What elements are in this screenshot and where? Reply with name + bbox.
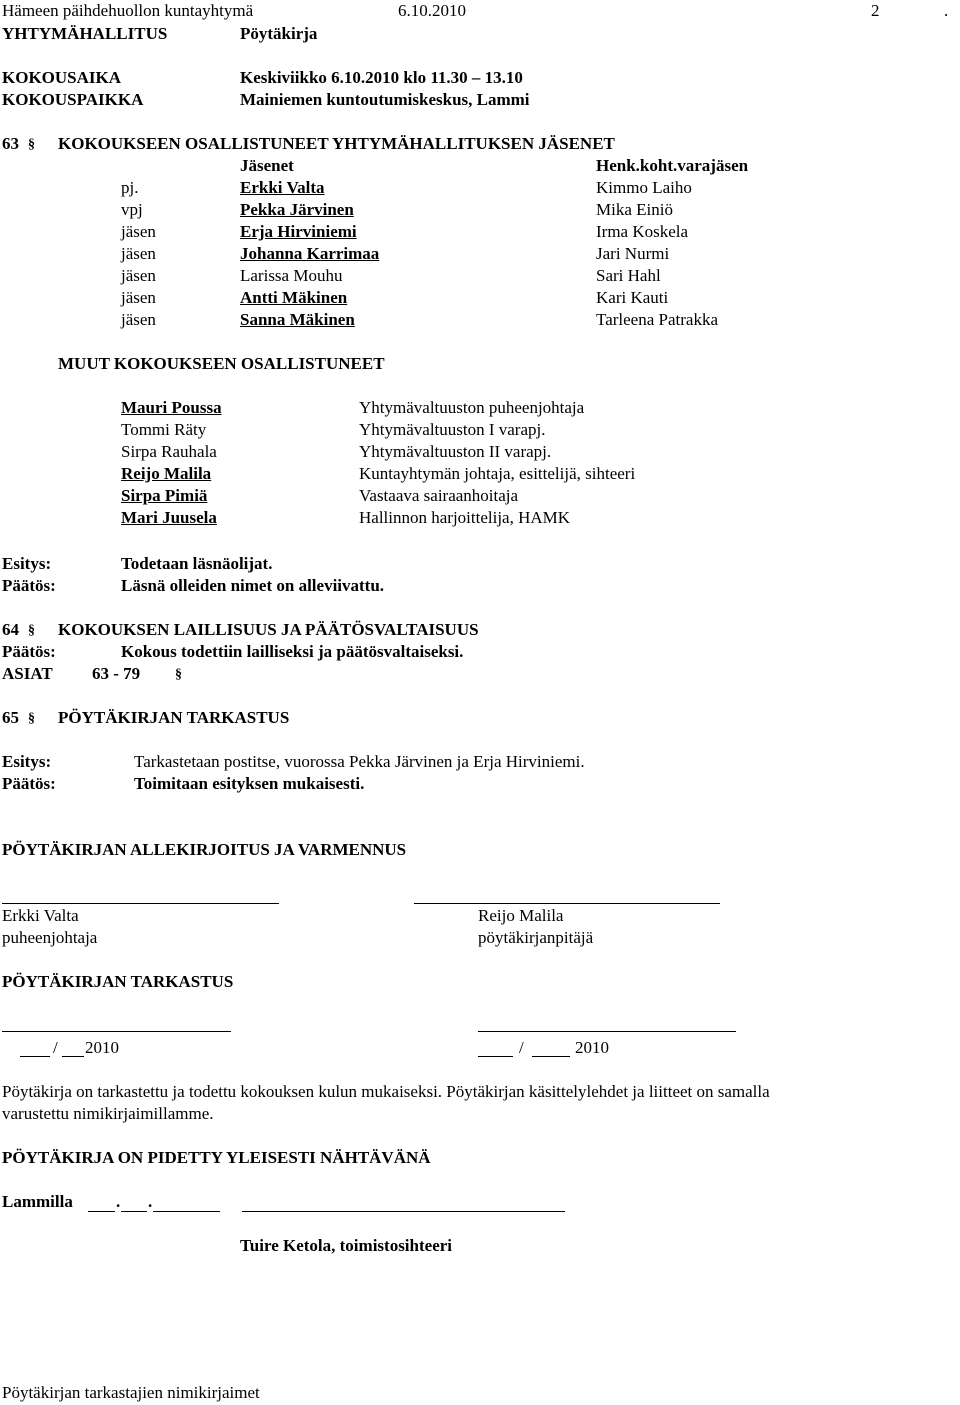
sec65-number: 65 bbox=[2, 708, 19, 727]
header-doc-type: Pöytäkirja bbox=[240, 24, 318, 43]
date-blank bbox=[153, 1211, 220, 1212]
sec64-number: 64 bbox=[2, 620, 19, 639]
member-role: pj. bbox=[121, 178, 139, 197]
member-deputy: Kimmo Laiho bbox=[596, 178, 692, 197]
review-statement-line2: varustettu nimikirjaimillamme. bbox=[2, 1104, 214, 1123]
other-role: Kuntayhtymän johtaja, esittelijä, sihteeri bbox=[359, 464, 636, 483]
signature-line bbox=[2, 903, 279, 904]
signatures-title: PÖYTÄKIRJAN ALLEKIRJOITUS JA VARMENNUS bbox=[2, 840, 407, 859]
other-role: Yhtymävaltuuston II varapj. bbox=[359, 442, 552, 461]
member-deputy: Sari Hahl bbox=[596, 266, 661, 285]
decision-text: Toimitaan esityksen mukaisesti. bbox=[134, 774, 365, 793]
other-name: Mari Juusela bbox=[121, 508, 217, 527]
header-date: 6.10.2010 bbox=[398, 1, 466, 20]
items-label: ASIAT bbox=[2, 664, 53, 683]
decision-text: Läsnä olleiden nimet on alleviivattu. bbox=[121, 576, 385, 595]
proposal-text: Todetaan läsnäolijat. bbox=[121, 554, 273, 573]
meeting-time-value: Keskiviikko 6.10.2010 klo 11.30 – 13.10 bbox=[240, 68, 523, 87]
date-blank bbox=[62, 1056, 84, 1057]
section-symbol: § bbox=[175, 667, 182, 682]
sec63-number: 63 bbox=[2, 134, 19, 153]
member-role: jäsen bbox=[121, 288, 156, 307]
date-year: 2010 bbox=[575, 1038, 609, 1057]
other-role: Yhtymävaltuuston I varapj. bbox=[359, 420, 546, 439]
decision-label: Päätös: bbox=[2, 576, 56, 595]
decision-text: Kokous todettiin lailliseksi ja päätösvaltaiseksi. bbox=[121, 642, 464, 661]
member-name: Johanna Karrimaa bbox=[240, 244, 380, 263]
member-role: vpj bbox=[121, 200, 143, 219]
header-dot: . bbox=[944, 1, 949, 20]
other-role: Yhtymävaltuuston puheenjohtaja bbox=[359, 398, 585, 417]
meeting-place-label: KOKOUSPAIKKA bbox=[2, 90, 144, 109]
date-separator: / bbox=[53, 1038, 58, 1057]
section-symbol: § bbox=[28, 137, 35, 152]
other-name: Sirpa Rauhala bbox=[121, 442, 217, 461]
other-name: Tommi Räty bbox=[121, 420, 207, 439]
member-name: Sanna Mäkinen bbox=[240, 310, 355, 329]
date-year: 2010 bbox=[85, 1038, 119, 1057]
member-deputy: Irma Koskela bbox=[596, 222, 689, 241]
meeting-place-value: Mainiemen kuntoutumiskeskus, Lammi bbox=[240, 90, 530, 109]
proposal-label: Esitys: bbox=[2, 554, 52, 573]
date-blank bbox=[88, 1211, 115, 1212]
member-name: Erkki Valta bbox=[240, 178, 325, 197]
signature-line bbox=[2, 1031, 231, 1032]
chair-title: puheenjohtaja bbox=[2, 928, 98, 947]
sec65-title: PÖYTÄKIRJAN TARKASTUS bbox=[58, 708, 290, 727]
signature-line bbox=[414, 903, 720, 904]
date-blank bbox=[121, 1211, 147, 1212]
member-deputy: Mika Einiö bbox=[596, 200, 673, 219]
proposal-label: Esitys: bbox=[2, 752, 52, 771]
signature-line bbox=[478, 1031, 736, 1032]
others-title: MUUT KOKOUKSEEN OSALLISTUNEET bbox=[58, 354, 385, 373]
other-name: Sirpa Pimiä bbox=[121, 486, 208, 505]
review-title: PÖYTÄKIRJAN TARKASTUS bbox=[2, 972, 234, 991]
section-symbol: § bbox=[28, 623, 35, 638]
member-role: jäsen bbox=[121, 244, 156, 263]
secretary-name: Reijo Malila bbox=[478, 906, 564, 925]
chair-name: Erkki Valta bbox=[2, 906, 79, 925]
public-place: Lammilla bbox=[2, 1192, 73, 1211]
member-role: jäsen bbox=[121, 222, 156, 241]
footer-initials-label: Pöytäkirjan tarkastajien nimikirjaimet bbox=[2, 1383, 260, 1402]
meeting-time-label: KOKOUSAIKA bbox=[2, 68, 122, 87]
date-dot: . bbox=[116, 1192, 121, 1211]
review-statement-line1: Pöytäkirja on tarkastettu ja todettu kokouksen kulun mukaiseksi. Pöytäkirjan käsittelylehdet ja liitteet on samalla bbox=[2, 1082, 770, 1101]
sec64-title: KOKOUKSEN LAILLISUUS JA PÄÄTÖSVALTAISUUS bbox=[58, 620, 479, 639]
signature-line bbox=[242, 1211, 565, 1212]
other-name: Mauri Poussa bbox=[121, 398, 222, 417]
decision-label: Päätös: bbox=[2, 774, 56, 793]
member-role: jäsen bbox=[121, 266, 156, 285]
page-number: 2 bbox=[871, 1, 880, 20]
decision-label: Päätös: bbox=[2, 642, 56, 661]
sec63-title: KOKOUKSEEN OSALLISTUNEET YHTYMÄHALLITUKSEN JÄSENET bbox=[58, 134, 615, 153]
date-separator: / bbox=[519, 1038, 524, 1057]
member-name: Pekka Järvinen bbox=[240, 200, 354, 219]
date-blank bbox=[532, 1056, 570, 1057]
member-name: Larissa Mouhu bbox=[240, 266, 343, 285]
col-deputies-header: Henk.koht.varajäsen bbox=[596, 156, 749, 175]
member-deputy: Jari Nurmi bbox=[596, 244, 670, 263]
public-signer: Tuire Ketola, toimistosihteeri bbox=[240, 1236, 453, 1255]
secretary-title: pöytäkirjanpitäjä bbox=[478, 928, 594, 947]
header-board: YHTYMÄHALLITUS bbox=[2, 24, 168, 43]
date-blank bbox=[20, 1056, 50, 1057]
proposal-text: Tarkastetaan postitse, vuorossa Pekka Järvinen ja Erja Hirviniemi. bbox=[134, 752, 585, 771]
member-deputy: Kari Kauti bbox=[596, 288, 669, 307]
member-name: Erja Hirviniemi bbox=[240, 222, 357, 241]
header-org: Hämeen päihdehuollon kuntayhtymä bbox=[2, 1, 254, 20]
section-symbol: § bbox=[28, 711, 35, 726]
date-dot: . bbox=[148, 1192, 153, 1211]
other-name: Reijo Malila bbox=[121, 464, 212, 483]
member-name: Antti Mäkinen bbox=[240, 288, 348, 307]
member-deputy: Tarleena Patrakka bbox=[596, 310, 718, 329]
items-range: 63 - 79 bbox=[92, 664, 141, 683]
other-role: Vastaava sairaanhoitaja bbox=[359, 486, 519, 505]
other-role: Hallinnon harjoittelija, HAMK bbox=[359, 508, 571, 527]
member-role: jäsen bbox=[121, 310, 156, 329]
date-blank bbox=[478, 1056, 513, 1057]
public-title: PÖYTÄKIRJA ON PIDETTY YLEISESTI NÄHTÄVÄNÄ bbox=[2, 1148, 431, 1167]
col-members-header: Jäsenet bbox=[240, 156, 294, 175]
